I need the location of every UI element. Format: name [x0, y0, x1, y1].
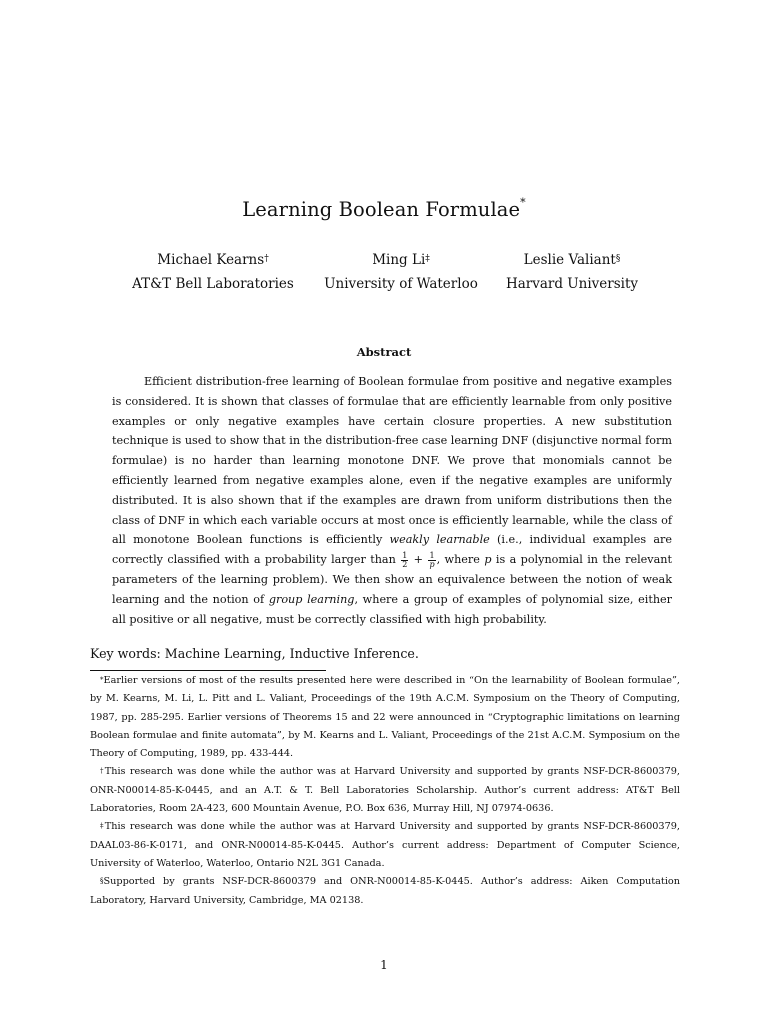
author-affiliation: Harvard University	[505, 276, 639, 292]
author-affiliation: AT&T Bell Laboratories	[132, 276, 294, 292]
author-footnote-mark: ‡	[425, 254, 430, 264]
footnotes	[90, 672, 680, 910]
paper-title	[0, 198, 768, 221]
page-number: 1	[380, 958, 388, 972]
author-name: Ming Li‡	[372, 252, 430, 268]
author-2	[318, 248, 484, 296]
footnote-li: ‡This research was done while the author was at Harvard University and supported by grants NSF-DCR-8600379, DAAL03-86-K-0171, and ONR-N00014-85-K-0445. Author’s current address: Department of Computer Science, University of Waterloo, Waterloo, Ontario N2L 3G1 Canada.	[90, 821, 681, 869]
author-affiliation: University of Waterloo	[324, 276, 478, 292]
emphasis-group-learning: group learning	[268, 592, 355, 606]
title-text: Learning Boolean Formulae	[242, 198, 521, 221]
title-footnote-mark: *	[520, 196, 526, 209]
author-name: Leslie Valiant§	[523, 252, 621, 268]
footnote-mark: ‡	[100, 822, 105, 831]
abstract-body: Efficient distribution-free learning of Boolean formulae from positive and negative examples is considered. It is shown that classes of formulae that are efficiently learnable from only positive examples or only negative examples have certain closure properties. A new substitution technique is used to show that in the distribution-free case learning DNF (disjunctive normal form formulae) is no harder than learning monotone DNF. We prove that monomials cannot be efficiently learned from negative examples alone, even if the negative examples are uniformly distributed. It is also shown that if the examples are drawn from uniform distributions then the class of DNF in which each variable occurs at most once is efficiently learnable, while the class of all monotone Boolean functions is efficiently weakly learnable (i.e., individual examples are correctly classified with a probability larger than $\frac{1}{2}$ + $\frac{1}{p}$ , where p is a polynomial in the relevant parameters of the learning problem). We then show an equivalence between the notion of weak learning and the notion of group learning, where a group of examples of polynomial size, either all positive or all negative, must be correctly classified with high probability.	[112, 375, 672, 626]
footnote-kearns: †This research was done while the author was at Harvard University and supported by grants NSF-DCR-8600379, ONR-N00014-85-K-0445, and an A.T. & T. Bell Laboratories Scholarship. Author’s current address: AT&T Bell Laboratories, Room 2A-423, 600 Mountain Avenue, P.O. Box 636, Murray Hill, NJ 07974-0636.	[90, 766, 681, 815]
keywords: Key words: Machine Learning, Inductive Inference.	[90, 646, 419, 661]
emphasis-weakly-learnable: weakly learnable	[389, 533, 490, 547]
fraction-one-half: $\frac{1}{2}$	[402, 550, 408, 569]
author-1	[118, 248, 308, 296]
author-name: Michael Kearns†	[157, 252, 269, 268]
author-footnote-mark: †	[264, 254, 269, 264]
author-3	[498, 248, 646, 296]
footnote-mark: †	[100, 767, 105, 776]
footnote-mark: *	[100, 676, 104, 684]
variable-p: p	[484, 553, 492, 567]
abstract-heading: Abstract	[356, 345, 412, 359]
author-block	[0, 248, 768, 296]
footnote-rule	[90, 670, 326, 671]
footnote-valiant: §Supported by grants NSF-DCR-8600379 and ONR-N00014-85-K-0445. Author’s address: Aiken Computation Laboratory, Harvard University, Cambridge, MA 02138.	[90, 876, 680, 906]
author-footnote-mark: §	[615, 254, 621, 264]
fraction-one-over-p: $\frac{1}{p}$	[429, 550, 435, 569]
footnote-mark: §	[100, 877, 104, 886]
footnote-title: *Earlier versions of most of the results presented here were described in “On the learnability of Boolean formulae”, by M. Kearns, M. Li, L. Pitt and L. Valiant, Proceedings of the 19th A.C.M. Symposium on the Theory of Computing, 1987, pp. 285-295. Earlier versions of Theorems 15 and 22 were announced in “Cryptographic limitations on learning Boolean formulae and finite automata”, by M. Kearns and L. Valiant, Proceedings of the 21st A.C.M. Symposium on the Theory of Computing, 1989, pp. 433-444.	[90, 675, 680, 760]
